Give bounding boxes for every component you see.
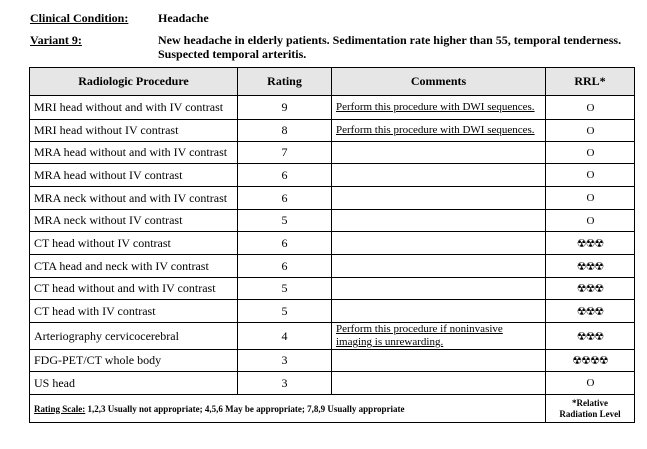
rating-cell: 3: [238, 350, 332, 372]
rating-cell: 5: [238, 300, 332, 323]
procedure-cell: CT head without and with IV contrast: [30, 278, 238, 300]
table-row: [30, 142, 635, 164]
condition-value: Headache: [158, 11, 209, 25]
rating-cell: 6: [238, 232, 332, 255]
rating-cell: 6: [238, 255, 332, 278]
table-row: [30, 323, 635, 350]
comments-cell: [332, 210, 546, 232]
comments-cell: [332, 187, 546, 210]
procedure-cell: Arteriography cervicocerebral: [30, 323, 238, 350]
procedure-cell: MRI head without and with IV contrast: [30, 96, 238, 120]
comments-cell: Perform this procedure with DWI sequences.: [332, 120, 546, 142]
table-row: [30, 96, 635, 120]
rrl-cell: O: [546, 96, 635, 120]
variant-value: New headache in elderly patients. Sedimentation rate higher than 55, temporal tenderness. Suspected temporal arteritis.: [158, 33, 622, 61]
rrl-note: [546, 395, 635, 423]
col-header-rrl: RRL*: [546, 68, 635, 96]
comments-cell: [332, 300, 546, 323]
rrl-cell: O: [546, 210, 635, 232]
rating-scale-label: Rating Scale:: [34, 403, 86, 414]
table-row: [30, 255, 635, 278]
procedures-table: [29, 67, 635, 423]
rrl-cell: ☢☢☢: [546, 323, 635, 350]
comments-cell: [332, 278, 546, 300]
rating-cell: 7: [238, 142, 332, 164]
rating-cell: 6: [238, 187, 332, 210]
procedure-cell: MRA head without and with IV contrast: [30, 142, 238, 164]
procedure-cell: CT head without IV contrast: [30, 232, 238, 255]
table-row: [30, 350, 635, 372]
comments-cell: [332, 164, 546, 187]
rrl-cell: O: [546, 120, 635, 142]
rating-cell: 3: [238, 372, 332, 395]
procedure-cell: FDG-PET/CT whole body: [30, 350, 238, 372]
comments-cell: [332, 232, 546, 255]
table-row: [30, 210, 635, 232]
rating-cell: 5: [238, 210, 332, 232]
procedure-cell: MRA neck without IV contrast: [30, 210, 238, 232]
comments-cell: [332, 372, 546, 395]
rrl-cell: O: [546, 164, 635, 187]
procedure-cell: MRA neck without and with IV contrast: [30, 187, 238, 210]
procedure-cell: MRI head without IV contrast: [30, 120, 238, 142]
table-row: [30, 372, 635, 395]
comments-cell: Perform this procedure if noninvasive imaging is unrewarding.: [332, 323, 546, 350]
rrl-note-line1: *Relative: [572, 397, 608, 408]
table-row: [30, 300, 635, 323]
table-row: [30, 187, 635, 210]
condition-label: Clinical Condition:: [30, 11, 129, 25]
rrl-cell: O: [546, 187, 635, 210]
col-header-procedure: Radiologic Procedure: [30, 68, 238, 96]
procedure-cell: MRA head without IV contrast: [30, 164, 238, 187]
rrl-cell: ☢☢☢☢: [546, 350, 635, 372]
rating-cell: 8: [238, 120, 332, 142]
procedure-cell: US head: [30, 372, 238, 395]
rrl-cell: ☢☢☢: [546, 278, 635, 300]
rrl-cell: ☢☢☢: [546, 255, 635, 278]
rating-cell: 9: [238, 96, 332, 120]
table-row: [30, 278, 635, 300]
table-row: [30, 120, 635, 142]
col-header-comments: Comments: [332, 68, 546, 96]
rating-cell: 6: [238, 164, 332, 187]
table-row: [30, 164, 635, 187]
comments-cell: [332, 350, 546, 372]
procedure-cell: CT head with IV contrast: [30, 300, 238, 323]
rating-cell: 5: [238, 278, 332, 300]
comments-cell: [332, 142, 546, 164]
variant-label: Variant 9:: [30, 33, 82, 47]
rrl-cell: ☢☢☢: [546, 300, 635, 323]
procedure-cell: CTA head and neck with IV contrast: [30, 255, 238, 278]
rating-scale-text: 1,2,3 Usually not appropriate; 4,5,6 May be appropriate; 7,8,9 Usually appropriate: [85, 403, 405, 414]
table-row: [30, 232, 635, 255]
footer-row: [30, 395, 635, 423]
rrl-cell: O: [546, 142, 635, 164]
col-header-rating: Rating: [238, 68, 332, 96]
comments-cell: Perform this procedure with DWI sequences.: [332, 96, 546, 120]
rating-scale: [30, 395, 546, 423]
rrl-cell: ☢☢☢: [546, 232, 635, 255]
rrl-note-line2: Radiation Level: [559, 408, 621, 419]
rating-cell: 4: [238, 323, 332, 350]
rrl-cell: O: [546, 372, 635, 395]
comments-cell: [332, 255, 546, 278]
table-header-row: [30, 68, 635, 96]
